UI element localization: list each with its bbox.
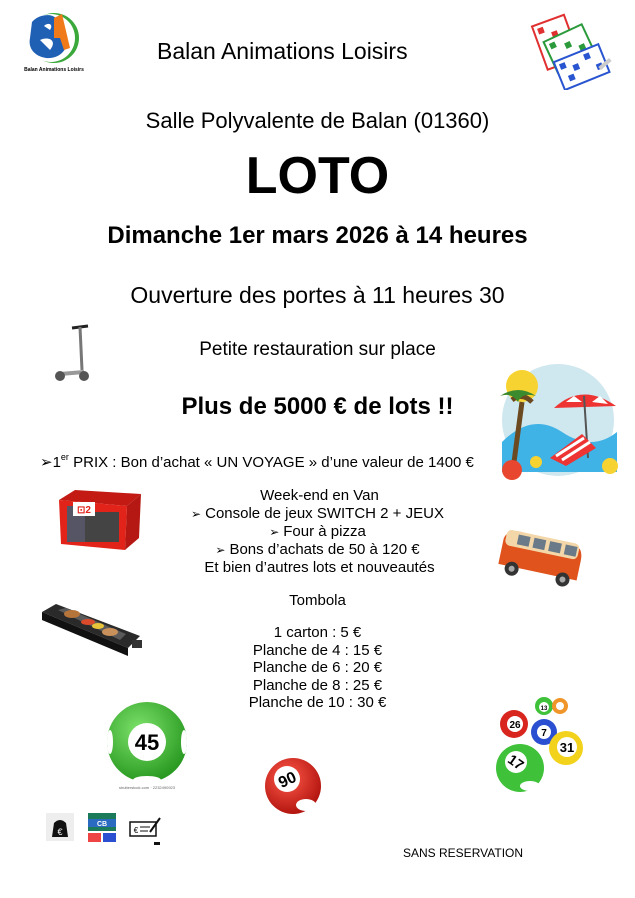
svg-text:13: 13: [540, 706, 548, 712]
svg-text:Balan Animations Loisirs: Balan Animations Loisirs: [24, 67, 84, 73]
prize-item: Week-end en Van: [260, 487, 379, 504]
svg-text:17: 17: [505, 750, 527, 774]
first-prize: ➢1er PRIX : Bon d’achat « UN VOYAGE » d’une valeur de 1400 €: [40, 452, 474, 471]
cash-wallet-icon: [46, 813, 74, 841]
beach-holiday-image: [492, 362, 624, 486]
credit-card-icon: [88, 813, 116, 843]
prize-item: ➢ Bons d’achats de 50 à 120 €: [215, 541, 420, 558]
no-reservation-notice: SANS RESERVATION: [403, 846, 524, 860]
price-item: 1 carton : 5 €: [273, 624, 362, 641]
van-image: [492, 530, 584, 588]
price-item: Planche de 10 : 30 €: [248, 694, 387, 711]
price-item: Planche de 8 : 25 €: [252, 676, 383, 694]
bingo-cards-image: [530, 10, 616, 90]
svg-text:90: 90: [275, 768, 300, 792]
event-title: LOTO: [245, 147, 390, 205]
doors-open: Ouverture des portes à 11 heures 30: [130, 282, 505, 308]
svg-text:45: 45: [134, 730, 160, 755]
tombola-label: Tombola: [289, 592, 346, 609]
cheque-icon: [128, 814, 164, 846]
svg-text:⊡2: ⊡2: [77, 505, 91, 516]
prizes-total: Plus de 5000 € de lots !!: [181, 393, 454, 420]
svg-text:7: 7: [541, 728, 547, 739]
lotto-ball-90: [262, 755, 324, 817]
venue: Salle Polyvalente de Balan (01360): [145, 108, 490, 133]
price-item: Planche de 6 : 20 €: [252, 659, 383, 676]
lotto-balls-group: [494, 694, 590, 794]
svg-text:CB: CB: [96, 821, 108, 828]
prize-item: Et bien d’autres lots et nouveautés: [204, 559, 435, 576]
prize-item: ➢ Four à pizza: [269, 523, 366, 540]
prize-item: ➢ Console de jeux SWITCH 2 + JEUX: [191, 505, 444, 522]
event-date-time: Dimanche 1er mars 2026 à 14 heures: [107, 222, 528, 249]
bullet-arrow-icon: ➢: [40, 454, 53, 471]
svg-text:€: €: [133, 826, 139, 835]
svg-text:31: 31: [559, 740, 575, 755]
food-info: Petite restauration sur place: [199, 339, 436, 360]
association-name: Balan Animations Loisirs: [157, 38, 408, 64]
svg-text:€: €: [57, 827, 63, 837]
svg-text:26: 26: [509, 720, 521, 731]
association-logo: [18, 8, 90, 76]
svg-text:shutterstock.com · 2232490923: shutterstock.com · 2232490923: [118, 785, 176, 790]
price-item: Planche de 4 : 15 €: [252, 641, 383, 659]
lotto-ball-45: [104, 700, 190, 790]
